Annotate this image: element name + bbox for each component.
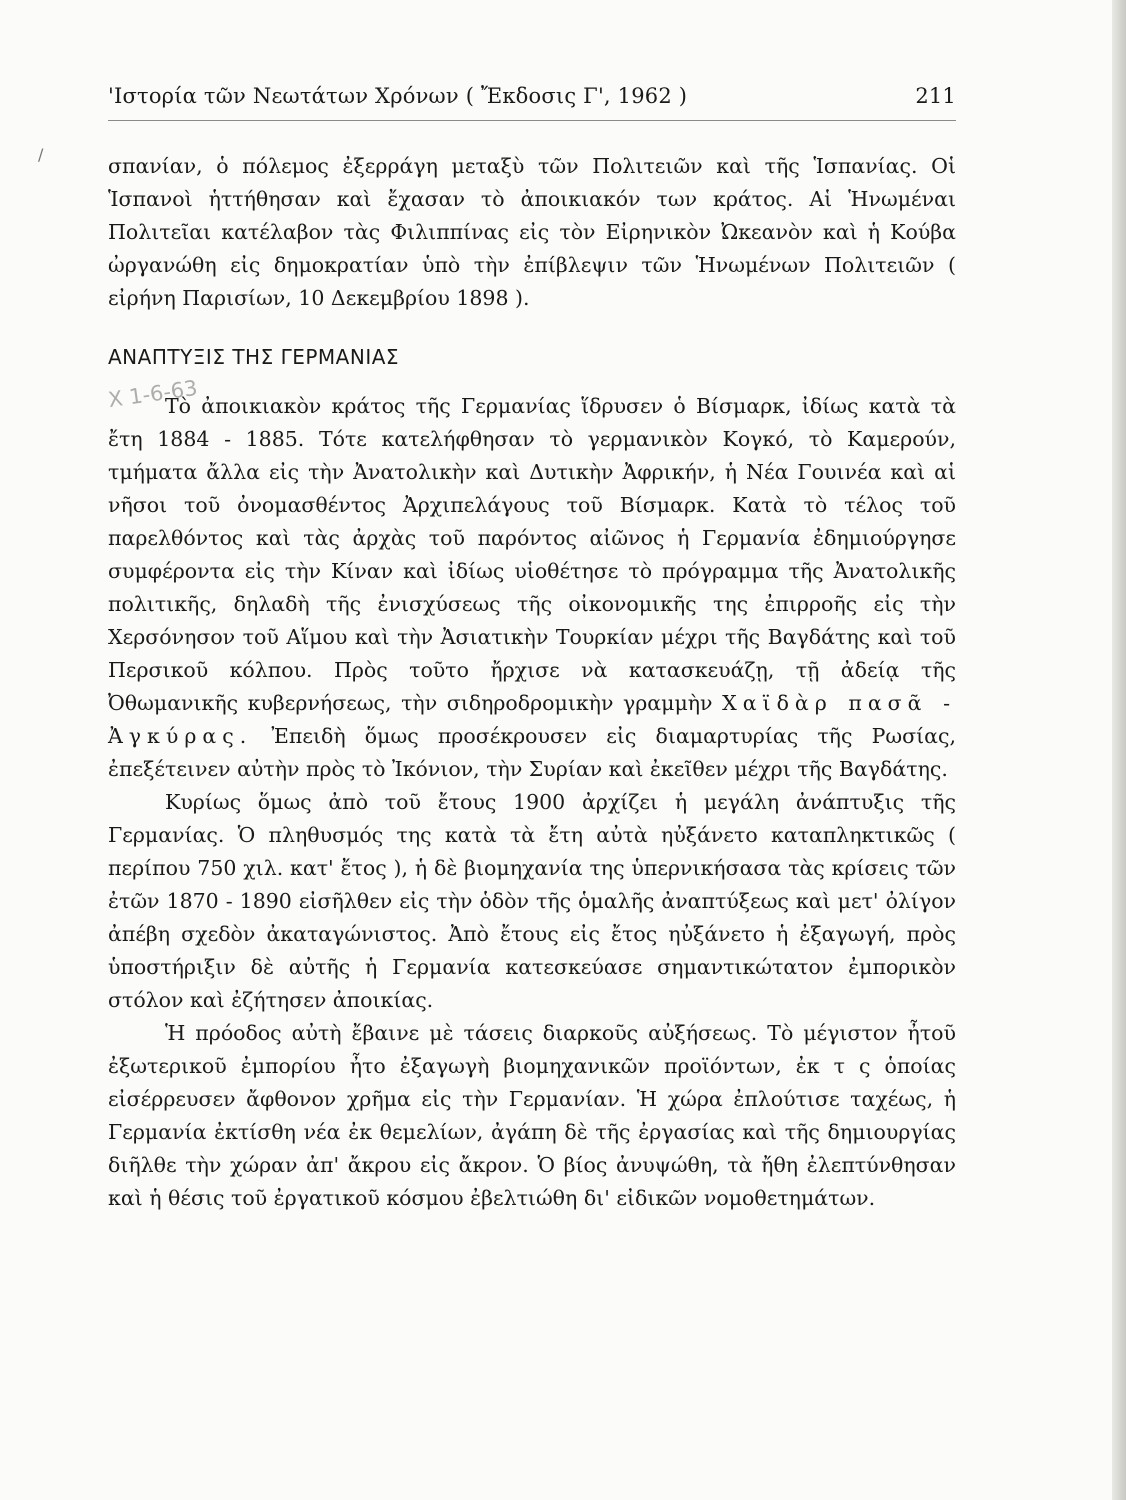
paragraph-progress: Ἡ πρόοδος αὐτὴ ἔβαινε μὲ τάσεις διαρκοῦς αὐξήσεως. Τὸ μέγιστον ἦτοῦ ἐξωτερικοῦ ἐμπορίου ἦτο ἐξαγωγὴ βιομηχανικῶν προϊόντων, ἐκ τ ς ὁποίας εἰσέρρευσεν ἄφθονον χρῆμα εἰς τὴν Γερμανίαν. Ἡ χώρα ἐπλούτισε ταχέως, ἡ Γερμανία ἐκτίσθη νέα ἐκ θεμελίων, ἀγάπη δὲ τῆς ἐργασίας καὶ τῆς δημιουργίας διῆλθε τὴν χώραν ἀπ' ἄκρου εἰς ἄκρον. Ὁ βίος ἀνυψώθη, τὰ ἤθη ἐλεπτύνθησαν καὶ ἡ θέσις τοῦ ἐργατικοῦ κόσμου ἐβελτιώθη δι' εἰδικῶν νομοθετημάτων. <box>108 1021 956 1210</box>
paragraph-germany-colonies <box>108 390 956 786</box>
railway-name: Χαϊδὰρ πασᾶ - Ἀγκύρας. <box>108 691 956 748</box>
running-title: 'Ιστορία τῶν Νεωτάτων Χρόνων ( Ἔκδοσις Γ', 1962 ) <box>108 84 688 108</box>
running-header <box>108 84 956 108</box>
section-heading: ΑΝΑΠΤΥΞΙΣ ΤΗΣ ΓΕΡΜΑΝΙΑΣ <box>108 345 400 369</box>
body-text <box>108 150 956 1215</box>
page-number: 211 <box>915 84 956 108</box>
page-edge-shadow <box>1112 0 1126 1500</box>
paragraph-growth: Κυρίως ὅμως ἀπὸ τοῦ ἔτους 1900 ἀρχίζει ἡ μεγάλη ἀνάπτυξις τῆς Γερμανίας. Ὁ πληθυσμός της κατὰ τὰ ἔτη αὐτὰ ηὐξάνετο καταπληκτικῶς ( περίπου 750 χιλ. κατ' ἔτος ), ἡ δὲ βιομηχανία της ὑπερνικήσασα τὰς κρίσεις τῶν ἐτῶν 1870 - 1890 εἰσῆλθεν εἰς τὴν ὁδὸν τῆς ὁμαλῆς ἀναπτύξεως καὶ μετ' ὀλίγον ἀπέβη σχεδὸν ἀκαταγώνιστος. Ἀπὸ ἔτους εἰς ἔτος ηὐξάνετο ἡ ἐξαγωγή, πρὸς ὑποστήριξιν δὲ αὐτῆς ἡ Γερμανία κατεσκεύασε σημαντικώτατον ἐμπορικὸν στόλον καὶ ἐζήτησεν ἀποικίας. <box>108 790 956 1012</box>
paragraph-text: Ἐπειδὴ ὅμως προσέκρουσεν εἰς διαμαρτυρίας τῆς Ρωσίας, ἐπεξέτεινεν αὐτὴν πρὸς τὸ Ἰκόνιον, τὴν Συρίαν καὶ ἐκεῖθεν μέχρι τῆς Βαγδάτης. <box>108 724 956 781</box>
margin-tick-mark: / <box>38 145 44 164</box>
pencil-annotation: Χ 1-6-63 <box>106 375 199 413</box>
paragraph-text: Τὸ ἀποικιακὸν κράτος τῆς Γερμανίας ἵδρυσεν ὁ Βίσμαρκ, ἰδίως κατὰ τὰ ἔτη 1884 - 1885. Τότε κατελήφθησαν τὸ γερμανικὸν Κογκό, τὸ Καμερούν, τμήματα ἄλλα εἰς τὴν Ἀνατολικὴν καὶ Δυτικὴν Ἀφρικήν, ἡ Νέα Γουινέα καὶ αἱ νῆσοι τοῦ ὀνομασθέντος Ἀρχιπελάγους τοῦ Βίσμαρκ. Κατὰ τὸ τέλος τοῦ παρελθόντος καὶ τὰς ἀρχὰς τοῦ παρόντος αἰῶνος ἡ Γερμανία ἐδημιούργησε συμφέροντα εἰς τὴν Κίναν καὶ ἰδίως υἱοθέτησε τὸ πρόγραμμα τῆς Ἀνατολικῆς πολιτικῆς, δηλαδὴ τῆς ἐνισχύσεως τῆς οἰκονομικῆς της ἐπιρροῆς εἰς τὴν Χερσόνησον τοῦ Αἵμου καὶ τὴν Ἀσιατικὴν Τουρκίαν μέχρι τῆς Βαγδάτης καὶ τοῦ Περσικοῦ κόλπου. Πρὸς τοῦτο ἤρχισε νὰ κατασκευάζῃ, τῇ ἀδείᾳ τῆς Ὀθωμανικῆς κυβερνήσεως, τὴν σιδηροδρομικὴν γραμμὴν <box>108 394 956 715</box>
header-rule <box>108 120 956 121</box>
paragraph-continued: σπανίαν, ὁ πόλεμος ἐξερράγη μεταξὺ τῶν Πολιτειῶν καὶ τῆς Ἱσπανίας. Οἱ Ἱσπανοὶ ἡττήθησαν καὶ ἔχασαν τὸ ἀποικιακόν των κράτος. Αἱ Ἡνωμέναι Πολιτεῖαι κατέλαβον τὰς Φιλιππίνας εἰς τὸν Εἰρηνικὸν Ὠκεανὸν καὶ ἡ Κούβα ὠργανώθη εἰς δημοκρατίαν ὑπὸ τὴν ἐπίβλεψιν τῶν Ἡνωμένων Πολιτειῶν ( εἰρήνη Παρισίων, 10 Δεκεμβρίου 1898 ). <box>108 154 956 310</box>
